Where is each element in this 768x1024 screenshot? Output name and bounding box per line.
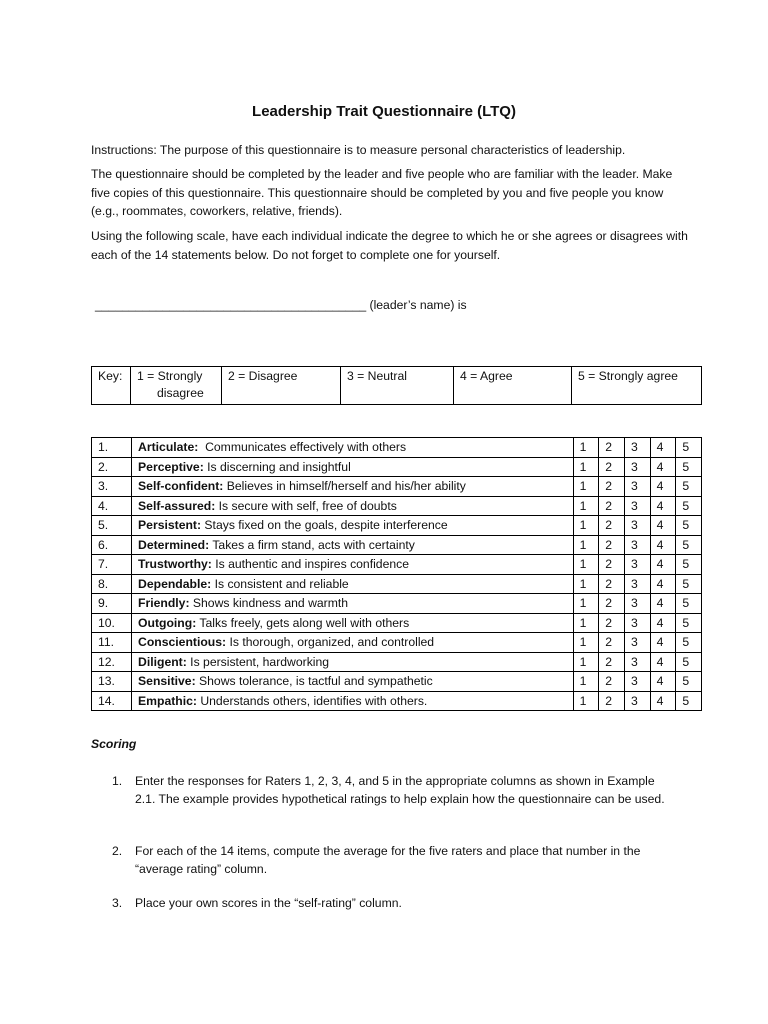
item-number: 1.: [92, 438, 132, 458]
rating-option-4[interactable]: 4: [650, 652, 676, 672]
item-statement: [132, 438, 574, 458]
rating-option-1[interactable]: 1: [573, 633, 599, 653]
rating-option-2[interactable]: 2: [599, 672, 625, 692]
rating-option-2[interactable]: 2: [599, 496, 625, 516]
item-statement: [132, 516, 574, 536]
rating-option-1[interactable]: 1: [573, 574, 599, 594]
rating-option-5[interactable]: 5: [676, 594, 702, 614]
rating-option-1[interactable]: 1: [573, 672, 599, 692]
scoring-step-number: 2.: [112, 844, 123, 858]
rating-option-3[interactable]: 3: [624, 457, 650, 477]
item-trait: Outgoing:: [138, 615, 197, 630]
item-statement: [132, 555, 574, 575]
rating-option-4[interactable]: 4: [650, 613, 676, 633]
table-row: [92, 457, 702, 477]
rating-option-2[interactable]: 2: [599, 438, 625, 458]
rating-option-4[interactable]: 4: [650, 477, 676, 497]
rating-option-3[interactable]: 3: [624, 652, 650, 672]
trait-items-table: [91, 437, 702, 711]
rating-option-2[interactable]: 2: [599, 594, 625, 614]
rating-option-5[interactable]: 5: [676, 438, 702, 458]
table-row: [92, 574, 702, 594]
leader-name-line: [95, 298, 467, 312]
rating-key-table: [91, 366, 702, 405]
rating-option-5[interactable]: 5: [676, 496, 702, 516]
item-number: 8.: [92, 574, 132, 594]
item-trait: Persistent:: [138, 518, 202, 533]
rating-option-4[interactable]: 4: [650, 457, 676, 477]
rating-option-3[interactable]: 3: [624, 672, 650, 692]
key-disagree: 2 = Disagree: [222, 367, 341, 405]
rating-option-1[interactable]: 1: [573, 652, 599, 672]
scale-note: Using the following scale, have each individual indicate the degree to which he or she agrees or disagrees with each of the 14 statements below. Do not forget to complete one for yourself.: [91, 229, 688, 262]
item-description: Understands others, identifies with others.: [196, 693, 428, 708]
item-trait: Friendly:: [138, 596, 190, 611]
item-trait: Self-confident:: [138, 479, 224, 494]
rating-option-2[interactable]: 2: [599, 457, 625, 477]
rating-option-2[interactable]: 2: [599, 574, 625, 594]
item-statement: [132, 613, 574, 633]
rating-option-1[interactable]: 1: [573, 613, 599, 633]
item-description: Takes a firm stand, acts with certainty: [209, 537, 415, 552]
rating-option-2[interactable]: 2: [599, 652, 625, 672]
rating-option-3[interactable]: 3: [624, 633, 650, 653]
item-description: Believes in himself/herself and his/her ability: [223, 479, 466, 494]
table-row: [92, 613, 702, 633]
table-row: [92, 594, 702, 614]
item-description: Talks freely, gets along well with others: [196, 615, 410, 630]
item-description: Is secure with self, free of doubts: [215, 498, 397, 513]
rating-option-5[interactable]: 5: [676, 613, 702, 633]
key-neutral: 3 = Neutral: [341, 367, 454, 405]
rating-option-5[interactable]: 5: [676, 477, 702, 497]
key-agree: 4 = Agree: [454, 367, 572, 405]
leader-name-label: (leader’s name) is: [366, 298, 467, 312]
item-statement: [132, 594, 574, 614]
scoring-heading: Scoring: [91, 737, 137, 751]
rating-option-2[interactable]: 2: [599, 516, 625, 536]
rating-option-4[interactable]: 4: [650, 516, 676, 536]
rating-option-5[interactable]: 5: [676, 574, 702, 594]
item-trait: Empathic:: [138, 693, 197, 708]
rating-option-1[interactable]: 1: [573, 496, 599, 516]
item-number: 11.: [92, 633, 132, 653]
item-number: 12.: [92, 652, 132, 672]
scoring-step-number: 3.: [112, 896, 123, 910]
item-statement: [132, 457, 574, 477]
rating-option-1[interactable]: 1: [573, 555, 599, 575]
item-number: 7.: [92, 555, 132, 575]
scoring-step-text: Place your own scores in the “self-rating” column.: [135, 896, 402, 910]
rating-option-3[interactable]: 3: [624, 555, 650, 575]
rating-option-4[interactable]: 4: [650, 672, 676, 692]
item-statement: [132, 691, 574, 711]
table-row: [92, 516, 702, 536]
key-strongly-disagree: [131, 367, 222, 405]
rating-option-3[interactable]: 3: [624, 613, 650, 633]
item-trait: Self-assured:: [138, 498, 216, 513]
item-description: Shows kindness and warmth: [189, 596, 349, 611]
item-number: 6.: [92, 535, 132, 555]
rating-option-5[interactable]: 5: [676, 457, 702, 477]
scoring-step-number: 1.: [112, 774, 123, 788]
table-row: [92, 535, 702, 555]
item-number: 10.: [92, 613, 132, 633]
rating-option-2[interactable]: 2: [599, 477, 625, 497]
rating-option-2[interactable]: 2: [599, 555, 625, 575]
table-row: [92, 555, 702, 575]
rating-option-5[interactable]: 5: [676, 633, 702, 653]
rating-option-1[interactable]: 1: [573, 535, 599, 555]
rating-option-5[interactable]: 5: [676, 691, 702, 711]
item-description: Is consistent and reliable: [211, 576, 349, 591]
rating-option-5[interactable]: 5: [676, 672, 702, 692]
item-number: 9.: [92, 594, 132, 614]
item-description: Is persistent, hardworking: [186, 654, 330, 669]
rating-option-1[interactable]: 1: [573, 691, 599, 711]
rating-option-4[interactable]: 4: [650, 594, 676, 614]
key-strongly-disagree-line2: disagree: [157, 386, 204, 400]
scoring-step: [112, 842, 672, 878]
item-trait: Dependable:: [138, 576, 212, 591]
rating-option-3[interactable]: 3: [624, 477, 650, 497]
scoring-step: [112, 894, 672, 912]
item-statement: [132, 652, 574, 672]
rating-option-5[interactable]: 5: [676, 652, 702, 672]
rating-option-1[interactable]: 1: [573, 477, 599, 497]
rating-option-2[interactable]: 2: [599, 535, 625, 555]
table-row: [92, 496, 702, 516]
item-description: Communicates effectively with others: [198, 440, 407, 455]
rating-option-3[interactable]: 3: [624, 574, 650, 594]
rating-option-5[interactable]: 5: [676, 516, 702, 536]
rating-option-4[interactable]: 4: [650, 496, 676, 516]
scoring-step-text: For each of the 14 items, compute the average for the five raters and place that number in the “average rating” column.: [135, 844, 641, 876]
item-trait: Sensitive:: [138, 674, 196, 689]
key-strongly-disagree-line1: 1 = Strongly: [137, 369, 203, 383]
rating-option-3[interactable]: 3: [624, 496, 650, 516]
rating-option-1[interactable]: 1: [573, 438, 599, 458]
item-description: Stays fixed on the goals, despite interference: [201, 518, 448, 533]
rating-option-4[interactable]: 4: [650, 438, 676, 458]
item-trait: Perceptive:: [138, 459, 204, 474]
rating-option-3[interactable]: 3: [624, 691, 650, 711]
scoring-step-text: Enter the responses for Raters 1, 2, 3, 4, and 5 in the appropriate columns as shown in Example 2.1. The example provides hypothetical ratings to help explain how the questionnaire can be used.: [135, 774, 665, 806]
item-statement: [132, 672, 574, 692]
rating-option-4[interactable]: 4: [650, 535, 676, 555]
instructions-text: Instructions: The purpose of this questionnaire is to measure personal characteristics of leadership.: [91, 143, 626, 157]
rating-option-3[interactable]: 3: [624, 594, 650, 614]
item-number: 13.: [92, 672, 132, 692]
item-trait: Articulate:: [138, 440, 199, 455]
item-description: Is discerning and insightful: [203, 459, 351, 474]
leader-name-blank[interactable]: ________________________________________: [95, 298, 367, 312]
item-number: 3.: [92, 477, 132, 497]
key-strongly-agree: 5 = Strongly agree: [572, 367, 702, 405]
item-statement: [132, 535, 574, 555]
page-title: Leadership Trait Questionnaire (LTQ): [252, 103, 516, 120]
table-row: [92, 477, 702, 497]
completion-note: The questionnaire should be completed by the leader and five people who are familiar with the leader. Make five copies of this questionnaire. This questionnaire should be completed by you and five people you know (e.g., roommates, coworkers, relative, friends).: [91, 167, 673, 218]
rating-option-4[interactable]: 4: [650, 633, 676, 653]
rating-option-1[interactable]: 1: [573, 594, 599, 614]
item-description: Is authentic and inspires confidence: [211, 557, 410, 572]
table-row: [92, 633, 702, 653]
item-trait: Conscientious:: [138, 635, 227, 650]
item-number: 5.: [92, 516, 132, 536]
rating-option-3[interactable]: 3: [624, 516, 650, 536]
rating-option-1[interactable]: 1: [573, 457, 599, 477]
key-label: Key:: [92, 367, 131, 405]
item-number: 4.: [92, 496, 132, 516]
item-description: Shows tolerance, is tactful and sympathetic: [195, 674, 433, 689]
scoring-step: [112, 772, 672, 808]
item-number: 2.: [92, 457, 132, 477]
item-statement: [132, 633, 574, 653]
item-statement: [132, 477, 574, 497]
rating-option-4[interactable]: 4: [650, 574, 676, 594]
rating-option-3[interactable]: 3: [624, 535, 650, 555]
rating-option-4[interactable]: 4: [650, 555, 676, 575]
item-trait: Determined:: [138, 537, 210, 552]
rating-option-3[interactable]: 3: [624, 438, 650, 458]
item-number: 14.: [92, 691, 132, 711]
table-row: [92, 652, 702, 672]
item-statement: [132, 496, 574, 516]
item-trait: Diligent:: [138, 654, 187, 669]
rating-option-2[interactable]: 2: [599, 633, 625, 653]
table-row: [92, 672, 702, 692]
item-trait: Trustworthy:: [138, 557, 212, 572]
item-statement: [132, 574, 574, 594]
item-description: Is thorough, organized, and controlled: [226, 635, 435, 650]
table-row: [92, 438, 702, 458]
rating-option-4[interactable]: 4: [650, 691, 676, 711]
rating-option-2[interactable]: 2: [599, 691, 625, 711]
table-row: [92, 691, 702, 711]
rating-option-5[interactable]: 5: [676, 555, 702, 575]
rating-option-1[interactable]: 1: [573, 516, 599, 536]
rating-option-5[interactable]: 5: [676, 535, 702, 555]
rating-option-2[interactable]: 2: [599, 613, 625, 633]
